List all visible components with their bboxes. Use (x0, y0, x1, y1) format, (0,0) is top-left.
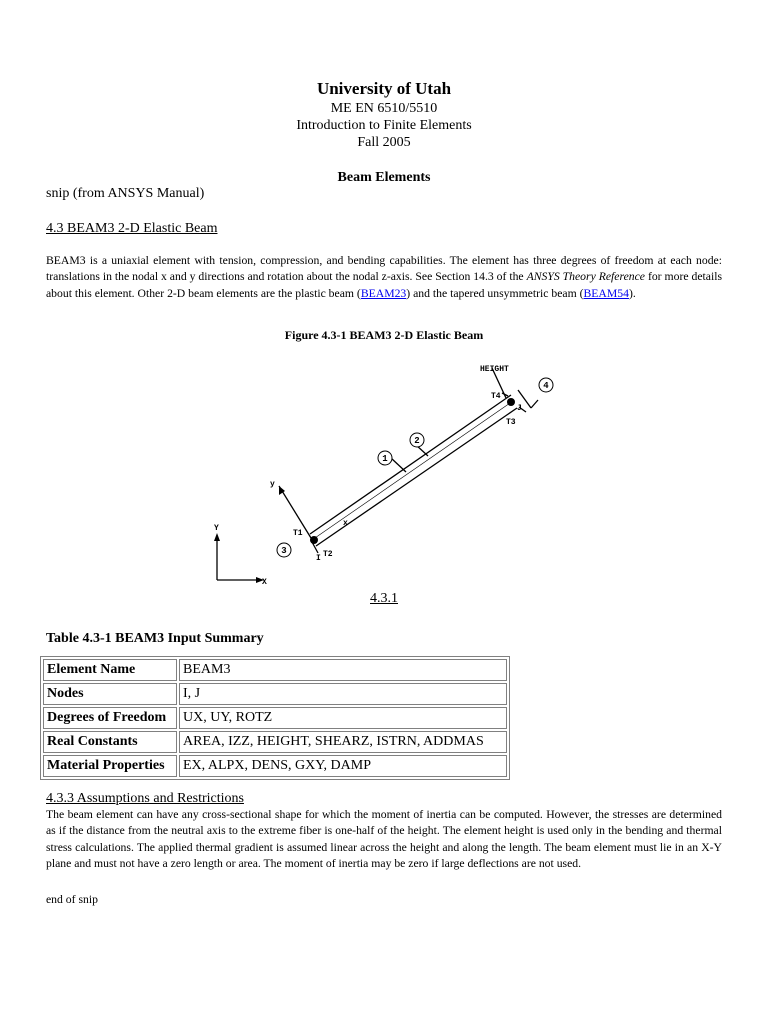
assumptions-text: The beam element can have any cross-sectional shape for which the moment of inertia can be computed. However, the stresses are determined as if the distance from the neutral axis to the extreme fiber is one-half of the height. The element height is used only in the bending and thermal stress calculations. The applied thermal gradient is assumed linear across the height and along the length. The beam element must lie in an X-Y plane and must not have a zero length or area. The moment of inertia may be zero if large deflections are not used. (46, 808, 722, 870)
course-number: ME EN 6510/5510 (330, 101, 438, 116)
section-heading-4-3-3: 4.3.3 Assumptions and Restrictions (46, 791, 244, 806)
figure-number (0, 591, 768, 607)
section-heading-4-3: 4.3 BEAM3 2-D Elastic Beam (46, 221, 218, 236)
t2-label: T2 (323, 550, 333, 559)
element-y-label: y (270, 480, 275, 489)
face-3-label: 3 (281, 546, 287, 556)
t4-label: T4 (491, 392, 501, 401)
table-value-cell: EX, ALPX, DENS, GXY, DAMP (179, 755, 507, 777)
course-term: Fall 2005 (357, 135, 411, 150)
table-row (43, 755, 507, 777)
global-x-label: X (262, 578, 267, 587)
node-j-marker (507, 398, 515, 406)
global-y-label: Y (214, 524, 219, 533)
topic-heading: Beam Elements (337, 170, 431, 185)
face-1-label: 1 (382, 454, 388, 464)
node-i-label: I (316, 554, 321, 563)
table-row (43, 731, 507, 753)
beam3-figure (206, 360, 562, 590)
t3-label: T3 (506, 418, 516, 427)
table-key-cell: Material Properties (43, 755, 177, 777)
face1-arrow (391, 458, 406, 472)
table-row (43, 659, 507, 681)
table-title: Table 4.3-1 BEAM3 Input Summary (46, 631, 264, 646)
face-4-label: 4 (543, 381, 549, 391)
snip-end-note: end of snip (46, 893, 98, 906)
theory-reference-title: ANSYS Theory Reference (526, 270, 645, 284)
beam23-link[interactable]: BEAM23 (360, 286, 407, 300)
face4-arrow-b (531, 400, 538, 408)
beam3-description: BEAM3 is a uniaxial element with tension, compression, and bending capabilities. The element has three degrees of freedom at each node: translations in the nodal x and y directions and rotation about the nodal z-axis. See Section 14.3 of the ANSYS Theory Reference for more details about this element. Other 2-D beam elements are the plastic beam (BEAM23) and the tapered unsymmetric beam (BEAM54). (46, 254, 722, 300)
node-j-label: J (517, 404, 522, 413)
height-label: HEIGHT (480, 365, 509, 374)
table-value-cell: BEAM3 (179, 659, 507, 681)
figure-number-link[interactable]: 4.3.1 (370, 591, 398, 606)
element-x-label: x (343, 519, 348, 528)
table-value-cell: I, J (179, 683, 507, 705)
snip-start-note: snip (from ANSYS Manual) (46, 186, 205, 201)
table-key-cell: Nodes (43, 683, 177, 705)
node-i-marker (310, 536, 318, 544)
table-row (43, 707, 507, 729)
figure-caption: Figure 4.3-1 BEAM3 2-D Elastic Beam (284, 328, 484, 342)
t1-label: T1 (293, 529, 303, 538)
document-title: University of Utah (316, 79, 452, 98)
face-2-label: 2 (414, 436, 420, 446)
table-value-cell: AREA, IZZ, HEIGHT, SHEARZ, ISTRN, ADDMAS (179, 731, 507, 753)
table-row (43, 683, 507, 705)
global-y-arrowhead (214, 533, 220, 541)
course-title: Introduction to Finite Elements (296, 118, 472, 133)
table-value-cell: UX, UY, ROTZ (179, 707, 507, 729)
beam54-link[interactable]: BEAM54 (583, 286, 629, 300)
table-key-cell: Real Constants (43, 731, 177, 753)
beam-top-edge (310, 395, 511, 534)
input-summary-table (40, 656, 510, 780)
table-key-cell: Degrees of Freedom (43, 707, 177, 729)
table-key-cell: Element Name (43, 659, 177, 681)
